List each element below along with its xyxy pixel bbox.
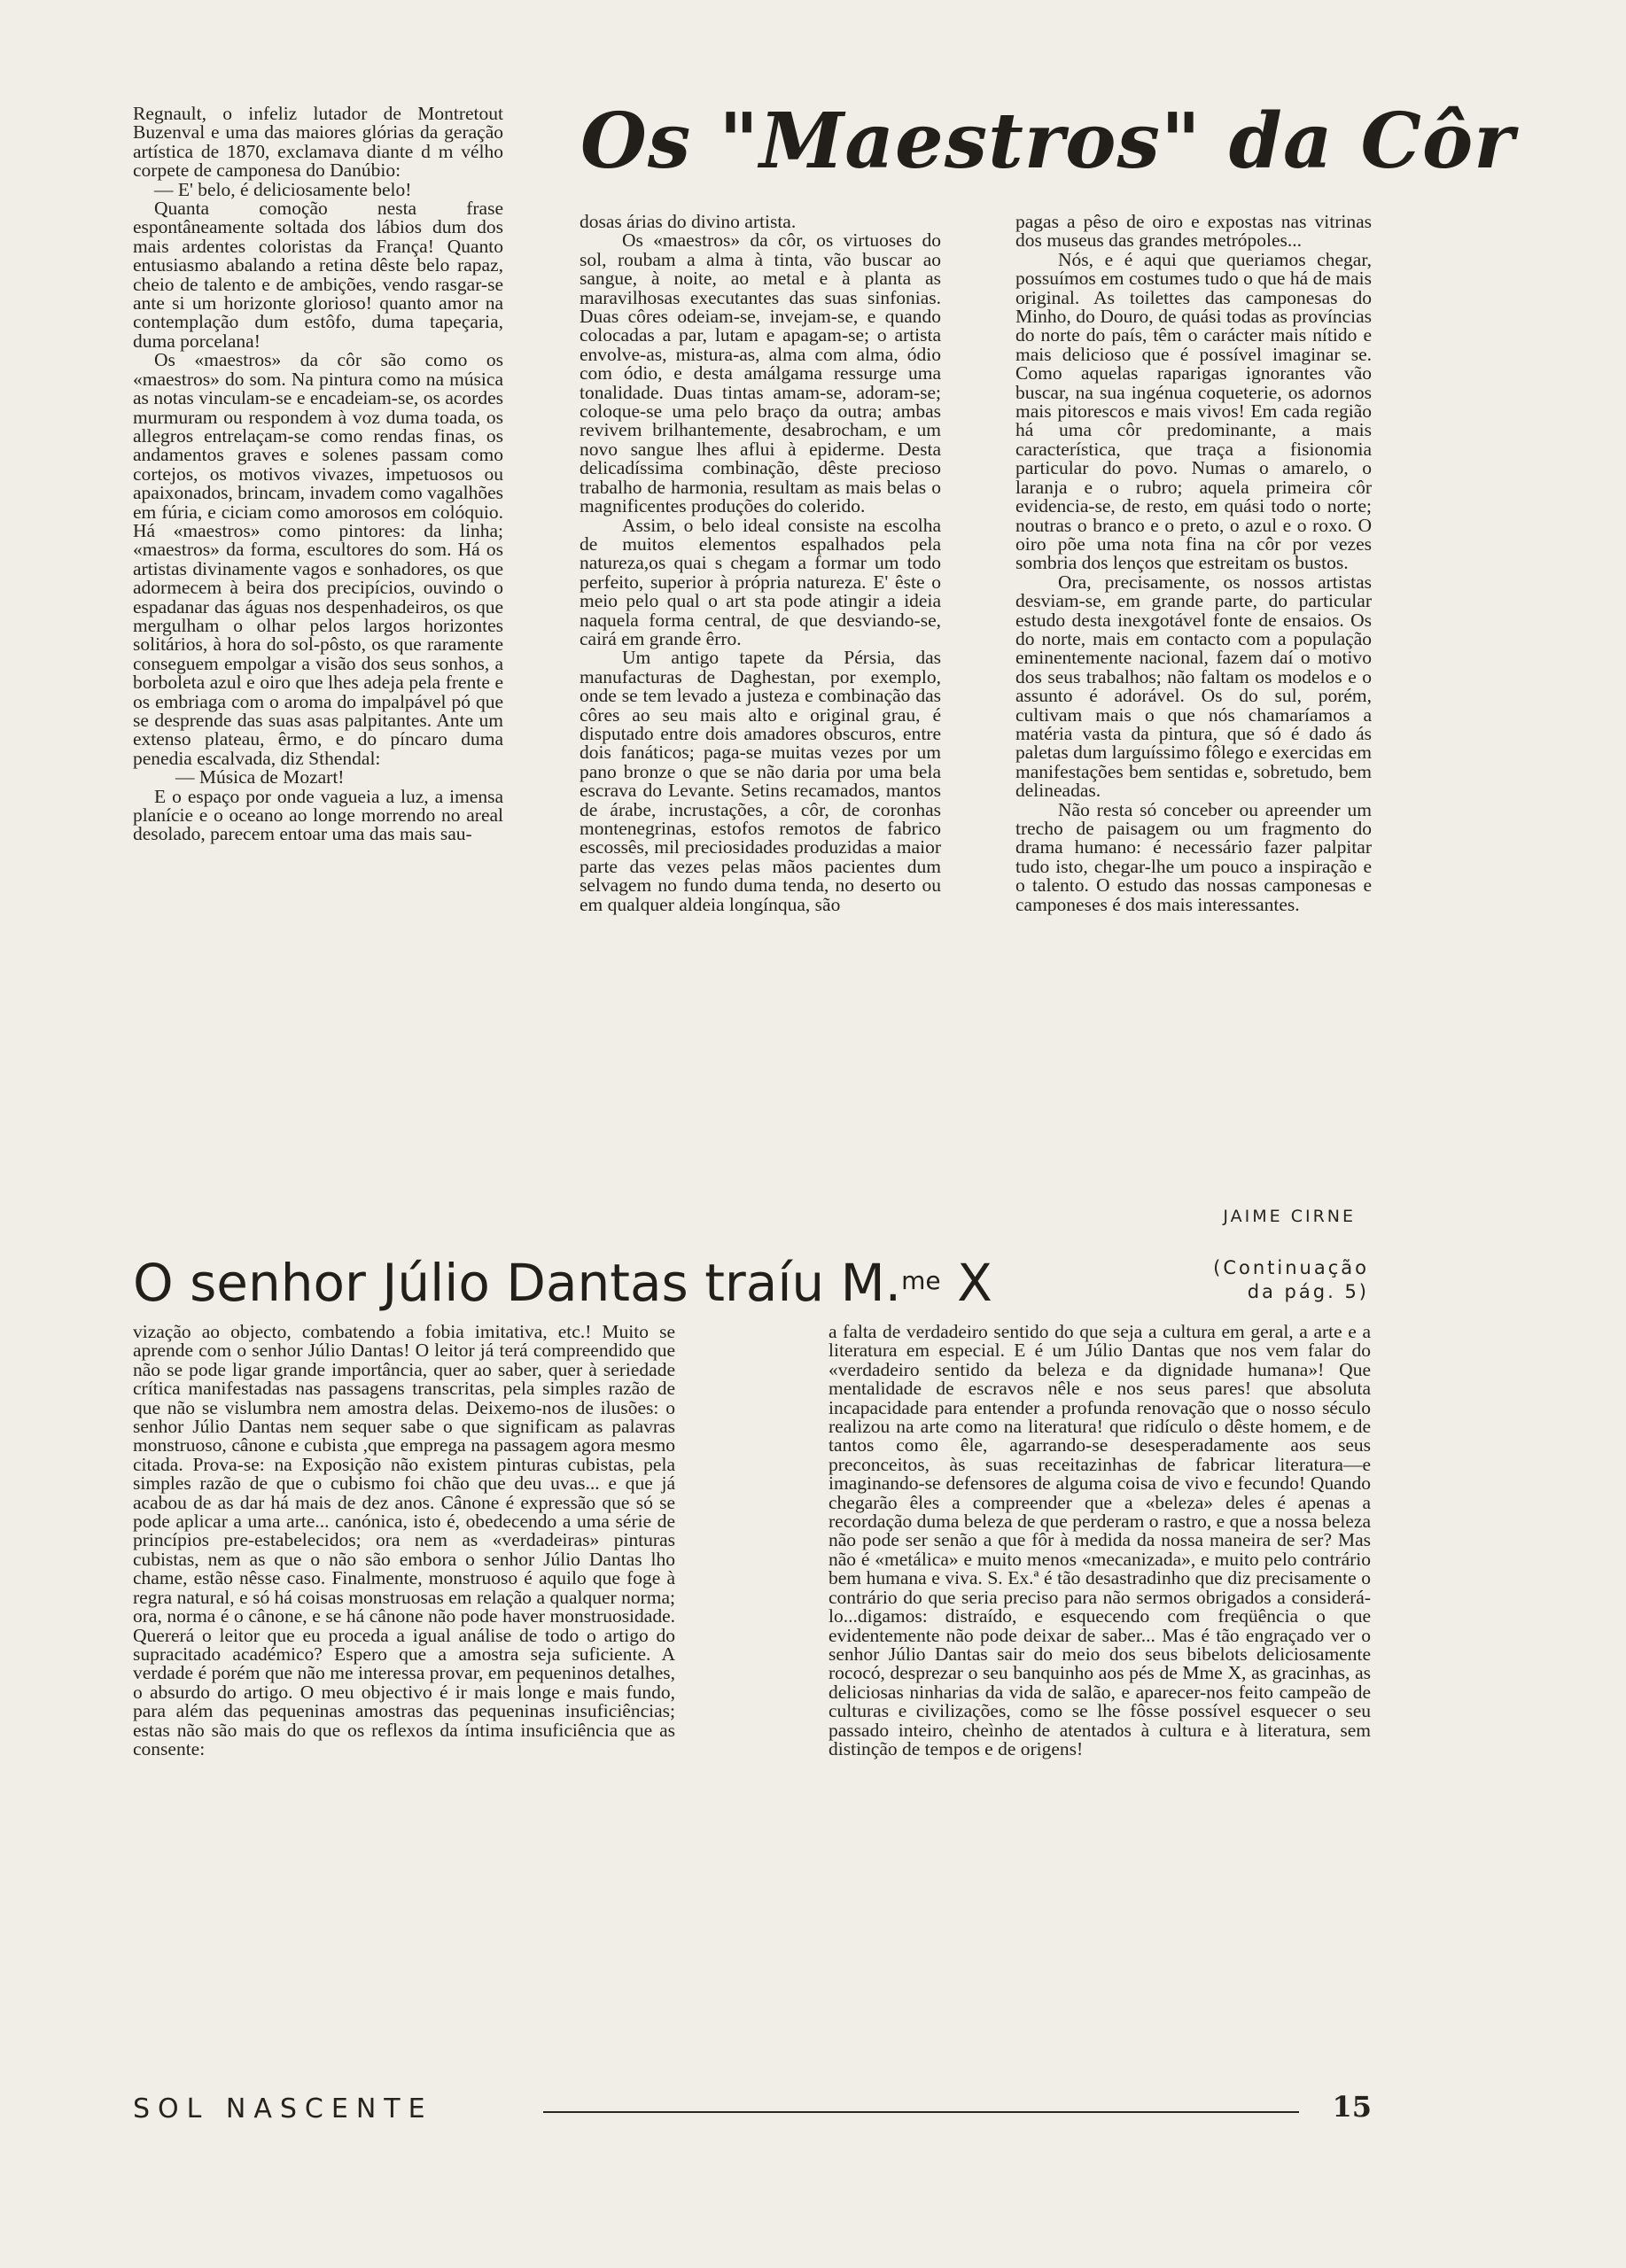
- article2-column-left: [133, 1323, 675, 1759]
- article2-title-end: X: [940, 1253, 992, 1313]
- article2-title: [133, 1249, 1125, 1317]
- paragraph: Quanta comoção nesta frase espontâneamente soltada dos lábios dum dos mais ardentes coloristas da França! Quanto entusiasmo abalando a retina dêste belo rapaz, cheio de talento e de ambições, vendo rasgar-se ante si um horizonte glorioso! quanto amor na contemplação dum estôfo, duma tapeçaria, duma porcelana!: [133, 198, 503, 352]
- article2-column-right: [829, 1323, 1371, 1759]
- article1-title: Os "Maestros" da Côr: [580, 97, 1515, 186]
- paragraph: — Música de Mozart!: [175, 766, 345, 788]
- paragraph: a falta de verdadeiro sentido do que seja a cultura em geral, a arte e a literatura em especial. E é um Júlio Dantas que nos vem falar do «verdadeiro sentido da beleza e da dignidade humana»! Que mentalidade de escravos nêle e nos seus pares! que absoluta incapacidade para entender a profunda renovação que o nosso século realizou na arte como na literatura! que ridículo o dêste homem, e de tantos como êle, agarrando-se desesperadamente aos seus preconceitos, às suas receitazinhas de fabricar literatura—e imaginando-se defensores de alguma coisa de vivo e fecundo! Quando chegarão êles a compreender que a «beleza» deles é apenas a recordação duma beleza de que perderam o rastro, e que a nossa beleza não pode ser senão a que fôr à medida da nossa maneira de ser? Mas não é «metálica» e muito menos «mecanizada», e muito pelo contrário bem humana e viva. S. Ex.ª é tão desastradinho que diz precisamente o contrário do que seria preciso para não sermos obrigados a considerá-lo...digamos: distraído, e esquecendo com freqüência o que evidentemente não pode deixar de saber... Mas é tão engraçado ver o senhor Júlio Dantas sair do meio dos seus bibelots deliciosamente rococó, desprezar o seu banquinho aos pés de Mme X, as gracinhas, as deliciosas ninharias da vida de salão, e aparecer-nos feito campeão de culturas e civilizações, como se lhe fôsse possível esquecer o seu passado inteiro, cheìnho de atentados à cultura e à literatura, sem distinção de tempos e de origens!: [829, 1321, 1371, 1759]
- article2-title-main: O senhor Júlio Dantas traíu M.: [133, 1253, 902, 1313]
- paragraph: Os «maestros» da côr, os virtuoses do sol, roubam a alma à tinta, vão buscar ao sangue, à noite, ao metal e à planta as maravilhosas executantes das suas sinfonias. Duas côres odeiam-se, invejam-se, e quando colocadas a par, lutam e apagam-se; o artista envolve-as, mistura-as, alma com alma, ódio com ódio, e desta amálgama ressurge uma tonalidade. Duas tintas amam-se, adoram-se; coloque-se uma pelo braço da outra; ambas revivem brilhantemente, desabrocham, e um novo sangue lhes aflui à epiderme. Desta delicadíssima combinação, dêste precioso trabalho de harmonia, resultam as mais belas o magnificentes produções do colerido.: [580, 229, 941, 517]
- paragraph: — E' belo, é deliciosamente belo!: [154, 178, 412, 200]
- continuation-note: [1134, 1256, 1369, 1304]
- article2-title-superscript: me: [901, 1266, 941, 1295]
- paragraph: Assim, o belo ideal consiste na escolha de muitos elementos espalhados pela natureza,os quai s chegam a formar um todo perfeito, superior à própria natureza. E' êste o meio pelo qual o art sta pode atingir a ideia naquela forma central, de que desviando-se, cairá em grande êrro.: [580, 514, 941, 649]
- paragraph: E o espaço por onde vagueia a luz, a imensa planície e o oceano ao longe morrendo no areal desolado, parecem entoar uma das mais sau-: [133, 785, 503, 845]
- paragraph: Nós, e é aqui que queriamos chegar, possuímos em costumes tudo o que há de mais original. As toilettes das camponesas do Minho, do Douro, de quási todas as províncias do norte do país, têm o carácter mais nítido e mais delicioso que é possível imaginar se. Como aquelas raparigas ignorantes vão buscar, na sua ingénua coqueterie, os adornos mais pitorescos e mais vivos! Em cada região há uma côr predominante, a mais característica, que traça a fisionomia particular do povo. Numas o amarelo, o laranja e o rubro; aquela primeira côr evidencia-se, de resto, em quási todo o norte; noutras o branco e o preto, o azul e o roxo. O oiro põe uma nota fina na côr por vezes sombria dos lenços que estreitam os bustos.: [1015, 248, 1372, 574]
- paragraph: Ora, precisamente, os nossos artistas desviam-se, em grande parte, do particular estudo desta inexgotável fonte de ensaios. Os do norte, mais em contacto com a população eminentemente nacional, fazem daí o motivo dos seus trabalhos; não faltam os modelos e o assunto é adorável. Os do sul, porém, cultivam mais o que nós chamaríamos a matéria vasta da pintura, que só é dado ás paletas dum larguíssimo fôlego e exercidas em manifestações bem sentidas e, sobretudo, bem delineadas.: [1015, 571, 1373, 802]
- article1-column-1: [133, 105, 503, 844]
- continuation-line-1: (Continuação: [1213, 1257, 1369, 1278]
- article1-column-3: [1015, 213, 1372, 914]
- paragraph: Regnault, o infeliz lutador de Montretout Buzenval e uma das maiores glórias da geração artística de 1870, exclamava diante d m vélho corpete de camponesa do Danúbio:: [133, 103, 503, 182]
- paragraph: Um antigo tapete da Pérsia, das manufacturas de Daghestan, por exemplo, onde se tem levado a justeza e combinação das côres ao seu mais alto e original grau, é disputado entre dois amadores obscuros, entre dois fanáticos; paga-se muitas vezes por um pano bronze o que se não daria por uma bela escrava do Levante. Setins recamados, mantos de árabe, incrustações, a côr, de coronhas montenegrinas, estofos remotos de fabrico escossês, mil preciosidades produzidas a maior parte das vezes pelas mãos pacientes dum selvagem no fundo duma tenda, no deserto ou em qualquer aldeia longínqua, são: [580, 647, 941, 915]
- paragraph: dosas árias do divino artista.: [580, 211, 797, 232]
- paragraph: Não resta só conceber ou apreender um trecho de paisagem ou um fragmento do drama humano: é necessário fazer palpitar tudo isto, chegar-lhe um pouco a inspiração e o talento. O estudo das nossas camponesas e camponeses é dos mais interessantes.: [1015, 798, 1372, 915]
- page-number: 15: [1332, 2090, 1372, 2124]
- article1-column-2: [580, 213, 941, 914]
- author-signature: JAIME CIRNE: [1223, 1207, 1356, 1226]
- paragraph: vização ao objecto, combatendo a fobia imitativa, etc.! Muito se aprende com o senhor Júlio Dantas! O leitor já terá compreendido que não se pode ligar grande importância, quer ao saber, quer à seriedade crítica manifestadas nas passagens transcritas, pela simples razão de que não se vislumbra nem amostra delas. Deixemo-nos de ilusões: o senhor Júlio Dantas nem sequer sabe o que significam as palavras monstruoso, cânone e cubista ,que emprega na passagem agora mesmo citada. Prova-se: na Exposição não existem pinturas cubistas, pela simples razão de que o cubismo foi chão que deu uvas... e que já acabou de as dar há mais de dez anos. Cânone é expressão que só se pode aplicar a uma arte... canónica, isto é, obedecendo a uma série de princípios pre-estabelecidos; ora nem as «verdadeiras» pinturas cubistas, nem as que o não são embora o senhor Júlio Dantas lho chame, estão nêsse caso. Finalmente, monstruoso é aquilo que foge à regra natural, e só há coisas monstruosas em relação a qualquer norma; ora, norma é o cânone, e se há cânone não pode haver monstruosidade. Quererá o leitor que eu proceda a igual análise de todo o artigo do supracitado académico? Espero que a amostra seja suficiente. A verdade é porém que não me interessa provar, em pequeninos detalhes, o absurdo do artigo. O meu objectivo é ir mais longe e mais fundo, para além das pequeninas amostras das pequeninas insuficiências; estas não são mais do que os reflexos da íntima insuficiência que as consente:: [133, 1321, 675, 1759]
- magazine-name: SOL NASCENTE: [133, 2093, 433, 2124]
- continuation-line-2: da pág. 5): [1247, 1281, 1369, 1302]
- footer-rule: [543, 2111, 1299, 2113]
- paragraph: Os «maestros» da côr são como os «maestros» do som. Na pintura como na música as notas vinculam-se e encadeiam-se, os acordes murmuram ou respondem à voz duma toada, os allegros entrelaçam-se como rendas finas, os andamentos graves e solenes passam como cortejos, os motivos vivazes, impetuosos ou apaixonados, brincam, invadem como vagalhões em fúria, e ciciam como amorosos em colóquio. Há «maestros» como pintores: da linha; «maestros» da forma, escultores do som. Há os artistas divinamente vagos e sonhadores, os que adormecem à beira dos precipícios, ouvindo o espadanar das águas nos despenhadeiros, os que mergulham o olhar pelos largos horizontes solitários, à hora do sol-pôsto, os que raramente conseguem empolgar a visão dos seus sonhos, a borboleta azul e oiro que lhes adeja pela frente e os embriaga com o aroma do impalpável pó que se desprende das suas asas palpitantes. Ante um extenso plateau, êrmo, e do píncaro duma penedia escalvada, diz Sthendal:: [133, 349, 503, 769]
- paragraph: pagas a pêso de oiro e expostas nas vitrinas dos museus das grandes metrópoles...: [1015, 211, 1372, 252]
